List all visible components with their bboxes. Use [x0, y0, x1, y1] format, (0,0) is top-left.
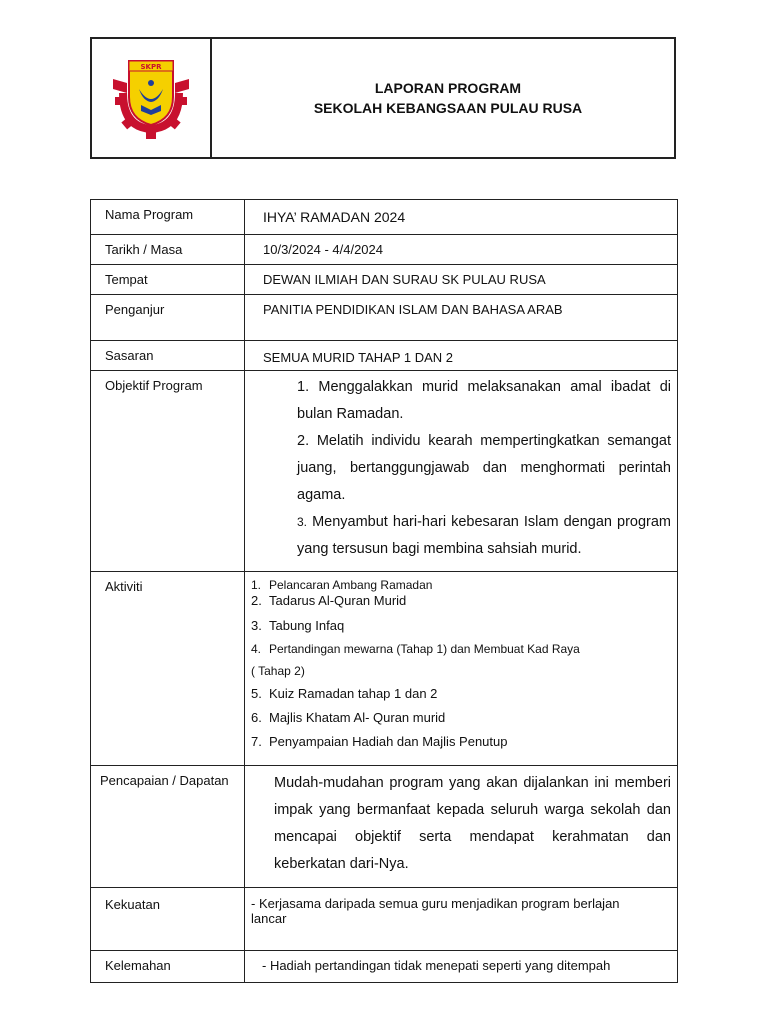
label-kelemahan: Kelemahan [91, 951, 245, 983]
objektif-item [297, 428, 671, 509]
row-penganjur [91, 295, 678, 341]
objektif-text: Melatih individu kearah mempertingkatkan semangat juang, bertanggungjawab dan menghormati perintah agama. [297, 433, 672, 503]
objektif-item [297, 509, 671, 563]
value-pencapaian [245, 766, 678, 888]
aktiviti-item [251, 660, 671, 682]
aktiviti-item [251, 682, 671, 706]
objektif-item [297, 374, 671, 428]
aktiviti-text: Kuiz Ramadan tahap 1 dan 2 [269, 686, 438, 701]
aktiviti-item [251, 578, 671, 592]
row-kekuatan [91, 888, 678, 951]
label-penganjur: Penganjur [91, 295, 245, 341]
title-line-1: LAPORAN PROGRAM [374, 80, 522, 96]
value-kekuatan: - Kerjasama daripada semua guru menjadikan program berlajan lancar [245, 888, 678, 951]
aktiviti-num: 5. [251, 686, 262, 701]
row-aktiviti [91, 572, 678, 766]
objektif-num: 3. [297, 515, 308, 529]
objektif-text: Menyambut hari-hari kebesaran Islam dengan program yang tersusun bagi membina sahsiah murid. [297, 514, 672, 557]
aktiviti-num: 4. [251, 642, 262, 656]
school-crest-icon [109, 53, 193, 143]
aktiviti-text: Pelancaran Ambang Ramadan [269, 578, 433, 592]
aktiviti-item [251, 730, 671, 754]
report-table [90, 199, 678, 983]
value-nama-program: IHYA’ RAMADAN 2024 [245, 200, 678, 235]
value-penganjur: PANITIA PENDIDIKAN ISLAM DAN BAHASA ARAB [245, 295, 678, 341]
label-pencapaian: Pencapaian / Dapatan [91, 766, 245, 888]
label-kekuatan: Kekuatan [91, 888, 245, 951]
label-aktiviti: Aktiviti [91, 572, 245, 766]
report-title [212, 39, 674, 157]
row-objektif [91, 371, 678, 572]
row-sasaran [91, 341, 678, 371]
aktiviti-num: 1. [251, 578, 262, 592]
title-line-2: SEKOLAH KEBANGSAAN PULAU RUSA [313, 100, 583, 116]
aktiviti-num: 2. [251, 593, 262, 608]
value-kelemahan: - Hadiah pertandingan tidak menepati seperti yang ditempah [245, 951, 678, 983]
value-tempat: DEWAN ILMIAH DAN SURAU SK PULAU RUSA [245, 265, 678, 295]
logo-text: SKPR [140, 63, 162, 71]
value-objektif [245, 371, 678, 572]
school-logo-cell [92, 39, 212, 157]
aktiviti-num: 7. [251, 734, 262, 749]
aktiviti-num: 3. [251, 618, 262, 633]
objektif-num: 2. [297, 433, 310, 449]
aktiviti-text: ( Tahap 2) [251, 664, 305, 678]
pencapaian-text: Mudah-mudahan program yang akan dijalankan ini memberi impak yang bermanfaat kepada seluruh warga sekolah dan mencapai objektif serta mendapat kerahmatan dan keberkatan dari-Nya. [274, 775, 671, 872]
row-tempat [91, 265, 678, 295]
label-objektif: Objektif Program [91, 371, 245, 572]
label-tempat: Tempat [91, 265, 245, 295]
aktiviti-text: Pertandingan mewarna (Tahap 1) dan Membuat Kad Raya [269, 642, 580, 656]
aktiviti-item [251, 706, 671, 730]
value-sasaran: SEMUA MURID TAHAP 1 DAN 2 [245, 341, 678, 371]
aktiviti-text: Penyampaian Hadiah dan Majlis Penutup [269, 734, 508, 749]
aktiviti-item [251, 594, 671, 608]
row-nama-program [91, 200, 678, 235]
row-kelemahan [91, 951, 678, 983]
row-pencapaian [91, 766, 678, 888]
aktiviti-text: Tabung Infaq [269, 618, 345, 633]
row-tarikh [91, 235, 678, 265]
objektif-num: 1. [297, 379, 310, 395]
label-tarikh: Tarikh / Masa [91, 235, 245, 265]
objektif-text: Menggalakkan murid melaksanakan amal ibadat di bulan Ramadan. [297, 379, 671, 422]
report-header [90, 37, 676, 159]
value-aktiviti [245, 572, 678, 766]
aktiviti-item [251, 614, 671, 638]
aktiviti-item [251, 638, 671, 660]
label-nama-program: Nama Program [91, 200, 245, 235]
aktiviti-num: 6. [251, 710, 262, 725]
value-tarikh: 10/3/2024 - 4/4/2024 [245, 235, 678, 265]
aktiviti-text: Tadarus Al-Quran Murid [269, 593, 407, 608]
aktiviti-text: Majlis Khatam Al- Quran murid [269, 710, 446, 725]
label-sasaran: Sasaran [91, 341, 245, 371]
